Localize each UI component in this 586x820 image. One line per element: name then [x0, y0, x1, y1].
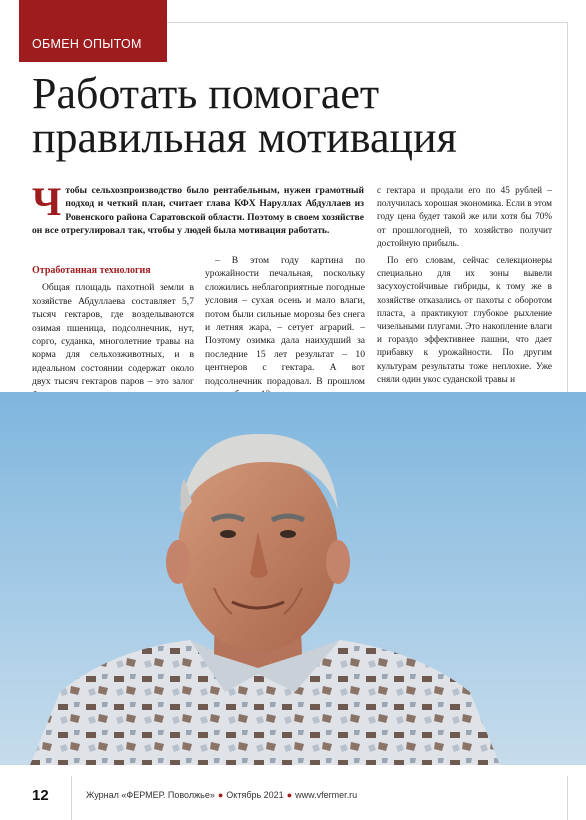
page-footer: [0, 770, 586, 820]
section-label: ОБМЕН ОПЫТОМ: [32, 37, 142, 51]
drop-cap: Ч: [32, 179, 62, 224]
site-link[interactable]: www.vfermer.ru: [295, 790, 358, 800]
portrait-illustration: [0, 392, 586, 765]
column-1: [32, 179, 364, 238]
farmer-photo: [0, 392, 586, 765]
separator-dot: ●: [217, 790, 224, 800]
column-1-body: [32, 252, 194, 402]
col2-paragraph: – В этом году картина по урожайности печальная, поскольку сложились неблагоприятные погодные условия – сухая осень и мало влаги, потом были сильные морозы без снега и летняя жара, – сетует аграрий. – Поэтому озимка дала наихудший за последние 15 лет результат – 10 центнеров с гектара. А вот подсолнечник порадовал. В прошлом: [205, 255, 365, 387]
column-3: [377, 184, 552, 386]
footer-rule-right: [567, 776, 568, 820]
title-line-2: правильная мотивация: [32, 113, 457, 162]
section-tag: [19, 0, 167, 62]
footer-credits: [86, 790, 357, 800]
title-line-1: Работать помогает: [32, 69, 380, 118]
col1-paragraph: Общая площадь пахотной земли в хозяйстве Абдуллаева составляет 5,7 тысяч гектаров, где возделываются озимая пшеница, подсолнечник, нут, сорго, суданка, многолетние травы на корма для сельхозживотных, и в идеальном состоянии содержат около двух тысяч гектаров паров – это залог: [32, 282, 194, 388]
col3-paragraph-2: По его словам, сейчас селекционеры специально для их зоны вывели засухоустойчивые гибриды, к тому же в хозяйстве отказались от пахоты с оборотом пласта, а практикуют глубокое рыхление чизельными плугами. Это накопление влаги и гораздо эффективнее пашни, что дает прибавку к урожайности. По другим культурам результаты тоже неплохие. Уже сняли один укос суданской травы и: [377, 255, 552, 384]
top-rule: [167, 22, 567, 23]
journal-name: Журнал «ФЕРМЕР. Поволжье»: [86, 790, 215, 800]
column-2: [205, 254, 365, 401]
page-number: 12: [32, 787, 49, 804]
col3-paragraph-1: с гектара и продали его по 45 рублей – получилась хорошая экономика. Если в этом году цена будет такой же или хотя бы 70% от прошлогодней, то хозяйство получит достойную прибыль.: [377, 185, 552, 248]
issue-date: Октябрь 2021: [226, 790, 284, 800]
footer-rule: [71, 776, 72, 820]
separator-dot: ●: [286, 790, 293, 800]
right-rule: [567, 22, 568, 392]
lead-paragraph: [32, 179, 364, 238]
lead-text: тобы сельхозпроизводство было рентабельным, нужен грамотный подход и четкий план, считает глава КФХ Наруллах Абдуллаев из Ровенского района Саратовской области. Поэтому в своем хозяйстве он все отрегулировал так, чтобы у людей была мотивация работать.: [32, 185, 364, 237]
subhead: Отработанная технология: [32, 265, 151, 276]
article-title: [32, 69, 552, 162]
